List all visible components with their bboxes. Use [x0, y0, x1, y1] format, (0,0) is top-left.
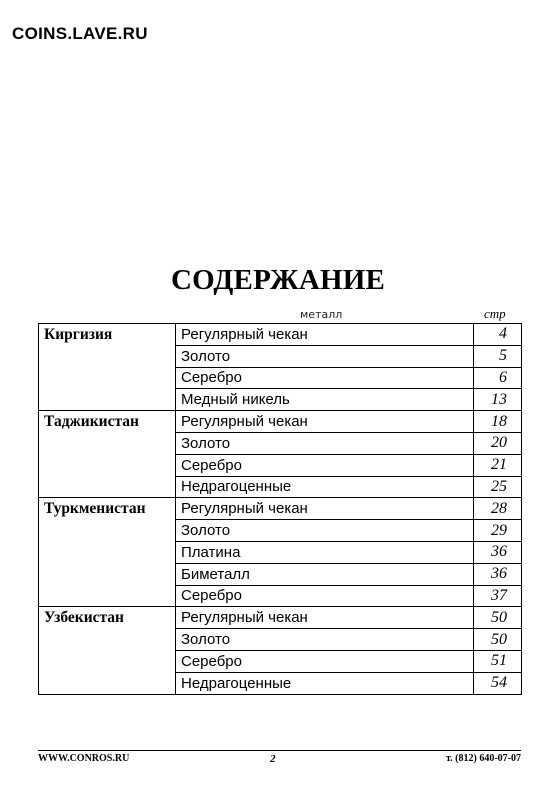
metal-cell: Золото [176, 345, 474, 367]
metal-cell: Недрагоценные [176, 672, 474, 694]
page-number-cell: 21 [474, 454, 522, 476]
table-row [39, 607, 522, 629]
page-number-cell: 37 [474, 585, 522, 607]
page-number-cell: 20 [474, 432, 522, 454]
page-number-cell: 54 [474, 672, 522, 694]
page-number-cell: 50 [474, 607, 522, 629]
page-title: СОДЕРЖАНИЕ [170, 264, 386, 296]
footer-divider [38, 750, 521, 751]
country-cell: Таджикистан [39, 411, 176, 498]
metal-cell: Недрагоценные [176, 476, 474, 498]
page-number-cell: 5 [474, 345, 522, 367]
footer-page-number: 2 [270, 753, 276, 765]
metal-cell: Регулярный чекан [176, 498, 474, 520]
page-number-cell: 18 [474, 411, 522, 433]
metal-cell: Серебро [176, 585, 474, 607]
metal-cell: Регулярный чекан [176, 411, 474, 433]
metal-cell: Серебро [176, 650, 474, 672]
page-number-cell: 36 [474, 541, 522, 563]
watermark: COINS.LAVE.RU [12, 24, 148, 43]
table-row [39, 498, 522, 520]
table-row [39, 411, 522, 433]
contents-table [38, 323, 522, 695]
page-number-cell: 28 [474, 498, 522, 520]
metal-cell: Биметалл [176, 563, 474, 585]
metal-cell: Регулярный чекан [176, 607, 474, 629]
metal-cell: Медный никель [176, 389, 474, 411]
metal-cell: Серебро [176, 454, 474, 476]
column-header-page: стр [484, 306, 506, 321]
page-number-cell: 6 [474, 367, 522, 389]
page-number-cell: 4 [474, 324, 522, 346]
metal-cell: Платина [176, 541, 474, 563]
metal-cell: Серебро [176, 367, 474, 389]
page-number-cell: 36 [474, 563, 522, 585]
metal-cell: Золото [176, 432, 474, 454]
metal-cell: Золото [176, 520, 474, 542]
page-number-cell: 51 [474, 650, 522, 672]
page-number-cell: 25 [474, 476, 522, 498]
column-header-metal: металл [300, 308, 343, 321]
country-cell: Киргизия [39, 324, 176, 411]
table-row [39, 324, 522, 346]
metal-cell: Золото [176, 629, 474, 651]
page-number-cell: 13 [474, 389, 522, 411]
footer-website: WWW.CONROS.RU [38, 753, 130, 764]
page-number-cell: 29 [474, 520, 522, 542]
country-cell: Узбекистан [39, 607, 176, 694]
metal-cell: Регулярный чекан [176, 324, 474, 346]
page-number-cell: 50 [474, 629, 522, 651]
country-cell: Туркменистан [39, 498, 176, 607]
footer-phone: т. (812) 640-07-07 [446, 753, 521, 764]
